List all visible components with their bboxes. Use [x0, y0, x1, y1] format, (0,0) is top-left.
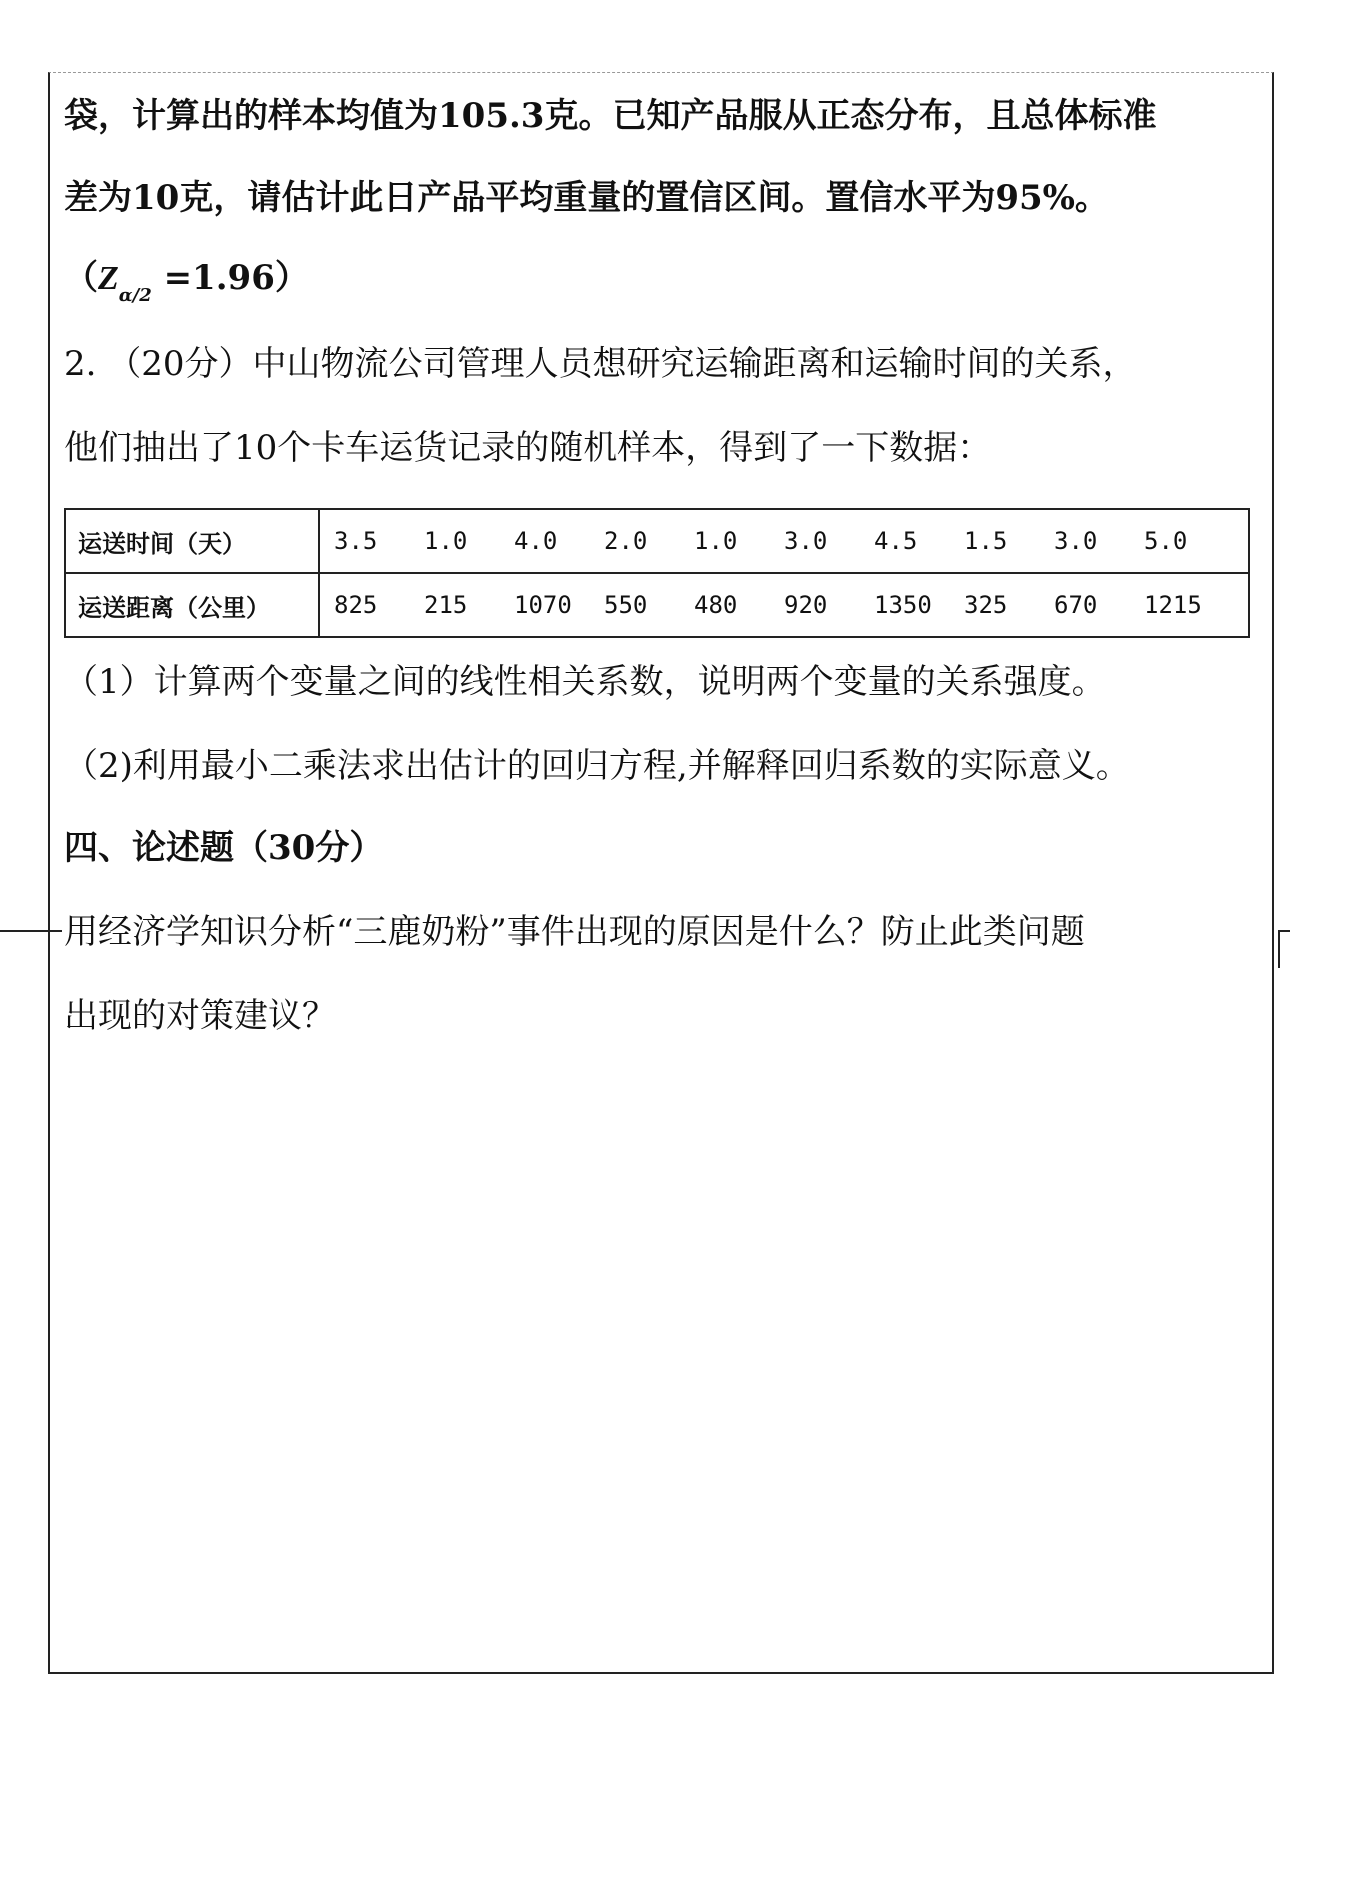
- q2-subquestion-2: （2)利用最小二乘法求出估计的回归方程,并解释回归系数的实际意义。: [64, 746, 1130, 786]
- table-cell: 215: [424, 591, 468, 619]
- q2-text-line-2: 他们抽出了10个卡车运货记录的随机样本，得到了一下数据：: [64, 428, 992, 468]
- table-cell: 325: [964, 591, 1008, 619]
- formula-z-symbol: Z: [98, 260, 119, 297]
- table-row-time: [65, 509, 1249, 573]
- formula-open-paren: （: [64, 258, 98, 298]
- row-label-distance: 运送距离（公里）: [65, 573, 319, 637]
- table-cell: 550: [604, 591, 648, 619]
- table-cell: 3.0: [784, 527, 828, 555]
- table-cell: 1215: [1144, 591, 1202, 619]
- distance-values: [334, 591, 1234, 619]
- table-cell: 825: [334, 591, 378, 619]
- q2-text-line-1: 2. （20分）中山物流公司管理人员想研究运输距离和运输时间的关系，: [64, 344, 1137, 384]
- q2-subquestion-1: （1）计算两个变量之间的线性相关系数，说明两个变量的关系强度。: [64, 662, 1106, 702]
- table-cell: 480: [694, 591, 738, 619]
- table-row-distance: [65, 573, 1249, 637]
- row-label-time: 运送时间（天）: [65, 509, 319, 573]
- margin-line-left: [0, 930, 62, 932]
- formula-close-paren: ）: [274, 258, 309, 298]
- formula-subscript: α/2: [118, 285, 152, 306]
- table-cell: 3.5: [334, 527, 378, 555]
- table-cell: 2.0: [604, 527, 648, 555]
- q1-text-line-1: 袋，计算出的样本均值为105.3克。已知产品服从正态分布，且总体标准: [64, 96, 1157, 136]
- table-cell: 1070: [514, 591, 572, 619]
- table-cell: 4.0: [514, 527, 558, 555]
- margin-tick-right: [1278, 930, 1290, 968]
- table-cell: 1.5: [964, 527, 1008, 555]
- table-cell: 1.0: [694, 527, 738, 555]
- section-4-heading: 四、论述题（30分）: [64, 828, 384, 868]
- essay-text-line-2: 出现的对策建议？: [64, 996, 336, 1036]
- essay-text-line-1: 用经济学知识分析“三鹿奶粉”事件出现的原因是什么？防止此类问题: [64, 912, 1085, 952]
- formula-value: =1.96: [151, 258, 275, 298]
- q1-text-line-2: 差为10克，请估计此日产品平均重量的置信区间。置信水平为95%。: [64, 178, 1109, 218]
- time-values: [334, 527, 1234, 555]
- table-cell: 920: [784, 591, 828, 619]
- table-cell: 3.0: [1054, 527, 1098, 555]
- shipping-data-table: [64, 508, 1250, 638]
- table-cell: 4.5: [874, 527, 918, 555]
- table-cell: 1.0: [424, 527, 468, 555]
- formula-z-critical: [64, 258, 309, 316]
- table-cell: 670: [1054, 591, 1098, 619]
- table-cell: 1350: [874, 591, 932, 619]
- table-cell: 5.0: [1144, 527, 1188, 555]
